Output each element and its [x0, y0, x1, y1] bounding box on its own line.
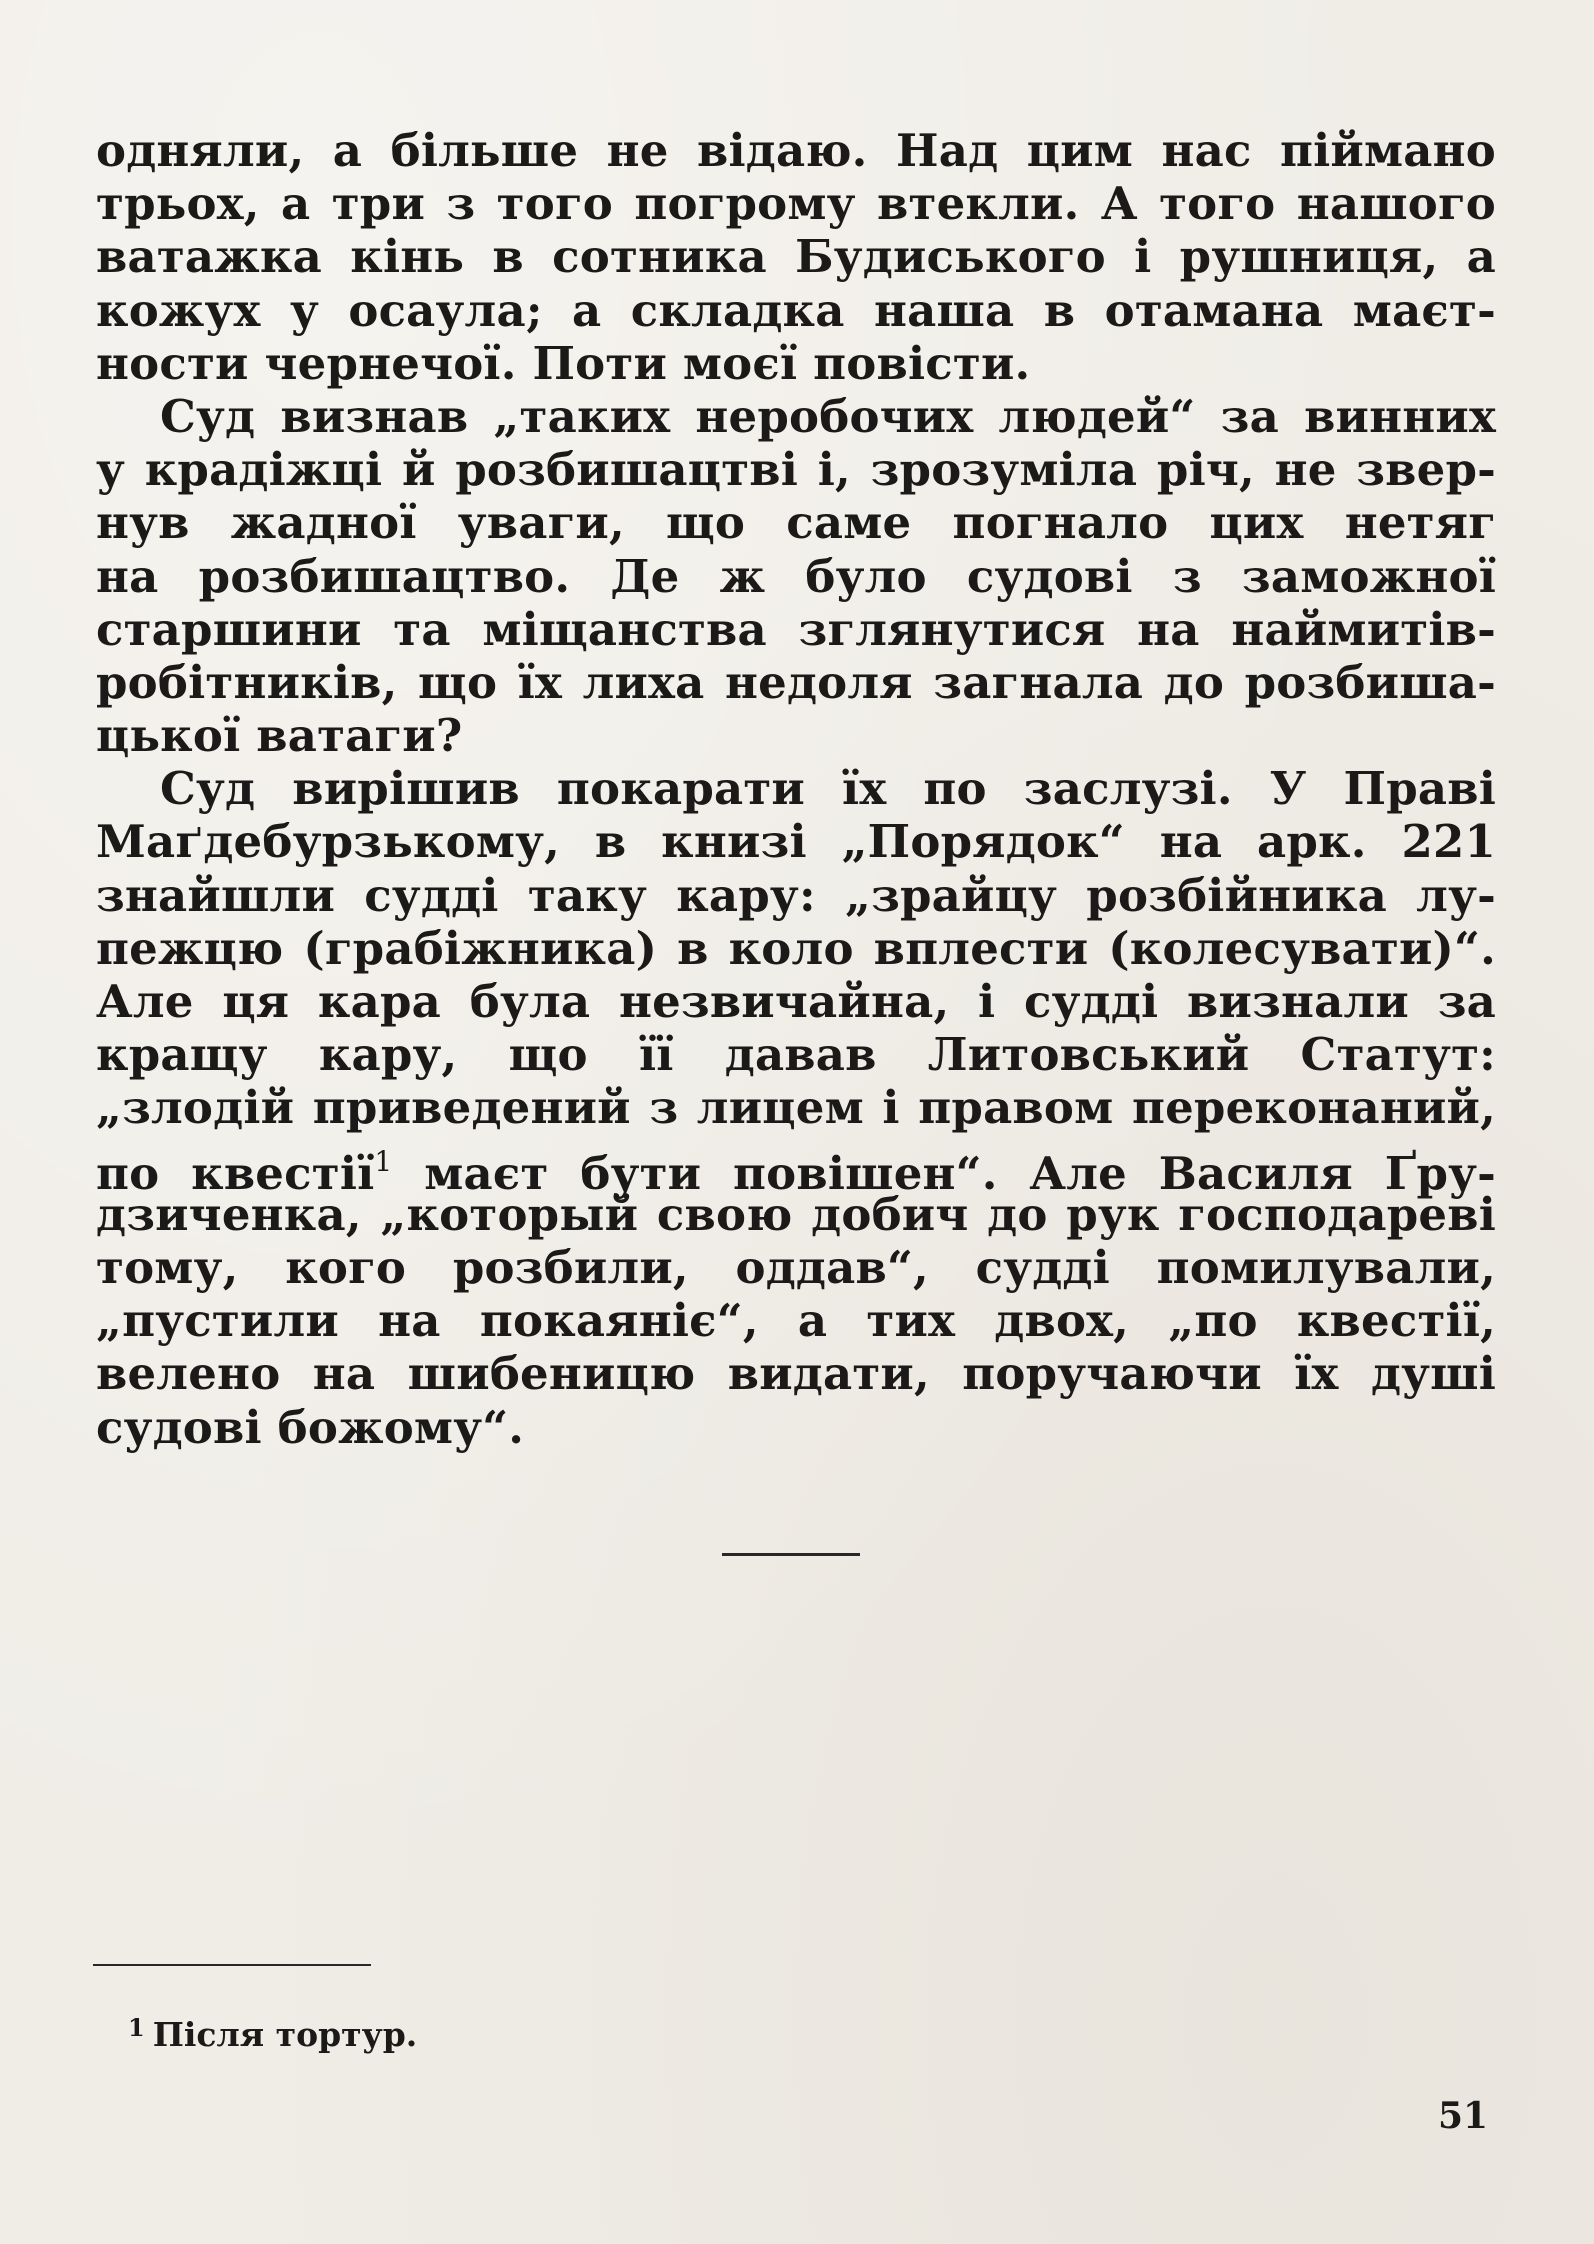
text-line: пежцю (грабіжника) в коло вплести (колесувати)“.	[96, 921, 1496, 975]
text-line: тому, кого розбили, оддав“, судді помилували,	[96, 1240, 1496, 1294]
text-line-with-footnote	[96, 1135, 1496, 1200]
text-line: кожух у осаула; а складка наша в отамана маєт-	[96, 283, 1496, 337]
footnote-text: Після тортур.	[152, 2015, 418, 2054]
text-line: Але ця кара була незвичайна, і судді визнали за	[96, 975, 1496, 1028]
paragraph-first-line: Суд вирішив покарати їх по заслузі. У Праві	[160, 762, 1496, 816]
page-number: 51	[1438, 2095, 1489, 2137]
text-line: у крадіжці й розбишацтві і, зрозуміла річ, не звер-	[96, 443, 1496, 497]
footnote-reference[interactable]: 1	[374, 1144, 393, 1178]
text-line: Маґдебурзькому, в книзі „Порядок“ на арк. 221	[96, 815, 1496, 869]
text-line: цької ватаги?	[96, 709, 463, 763]
text-line: трьох, а три з того погрому втекли. А того нашого	[96, 177, 1496, 231]
text-segment: по квестії	[96, 1146, 375, 1200]
text-line: старшини та міщанства зглянутися на наймитів-	[96, 602, 1496, 656]
text-line: велено на шибеницю видати, поручаючи їх душі	[96, 1347, 1496, 1401]
text-line: ватажка кінь в сотника Будиського і рушниця, а	[96, 230, 1496, 284]
footnote	[128, 2006, 417, 2057]
text-line: на розбишацтво. Де ж було судові з заможної	[96, 549, 1496, 603]
text-line: ности чернечої. Поти моєї повісти.	[96, 336, 1031, 390]
text-line: „пустили на покаяніє“, а тих двох, „по квестії,	[96, 1294, 1496, 1348]
text-line: робітників, що їх лиха недоля загнала до розбиша-	[96, 655, 1496, 709]
text-line: „злодій приведений з лицем і правом переконаний,	[96, 1081, 1496, 1135]
text-line: знайшли судді таку кару: „зрайцу розбійника лу-	[96, 868, 1496, 922]
section-separator	[722, 1553, 860, 1556]
footnote-rule	[93, 1964, 371, 1966]
text-segment: маєт бути повішен“. Але Василя Ґру-	[424, 1146, 1496, 1200]
text-line: нув жадної уваги, що саме погнало цих нетяг	[96, 496, 1496, 550]
paragraph-first-line: Суд визнав „таких неробочих людей“ за винних	[160, 389, 1496, 443]
footnote-number: 1	[128, 2013, 145, 2042]
body-text	[96, 124, 1496, 1454]
text-line: дзиченка, „который свою добич до рук господареві	[96, 1187, 1496, 1241]
text-line: кращу кару, що її давав Литовський Статут:	[96, 1028, 1496, 1082]
text-line: одняли, а більше не відаю. Над цим нас піймано	[96, 124, 1496, 177]
text-line: судові божому“.	[96, 1400, 525, 1454]
